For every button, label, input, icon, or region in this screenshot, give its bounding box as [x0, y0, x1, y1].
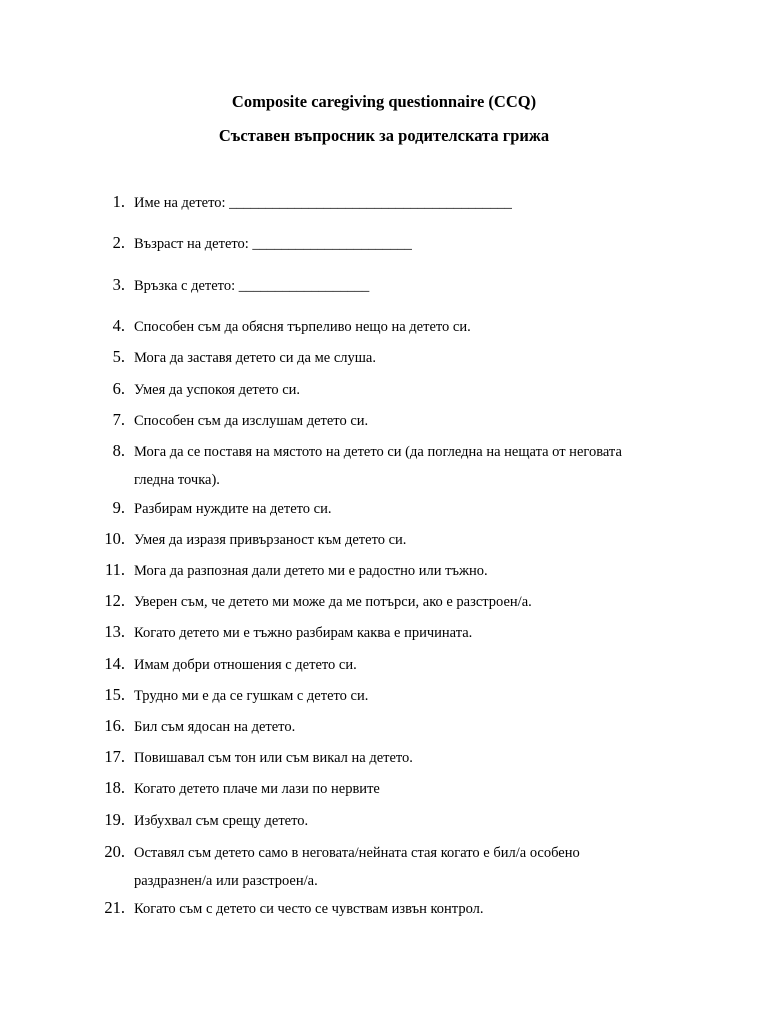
item-text: Способен съм да обясня търпеливо нещо на детето си. [134, 319, 471, 335]
document-title-bulgarian: Съставен въпросник за родителската грижа [218, 126, 550, 145]
item-number: 14. [104, 654, 125, 673]
item-number: 11. [104, 560, 125, 579]
item-number: 12. [104, 591, 125, 610]
item-text: Избухвал съм срещу детето. [134, 813, 309, 829]
item-number: 1. [112, 192, 125, 211]
item-text: Мога да се поставя на мястото на детето си (да погледна на нещата от неговата гледна точка). [134, 444, 622, 488]
item-text: Имам добри отношения с детето си. [134, 657, 357, 673]
item-text: Мога да заставя детето си да ме слуша. [134, 350, 376, 366]
item-number: 4. [112, 316, 125, 335]
document-title-english: Composite caregiving questionnaire (CCQ) [231, 92, 537, 111]
item-number: 19. [104, 810, 125, 829]
item-text: Способен съм да изслушам детето си. [134, 413, 369, 429]
item-text: Когато детето плаче ми лази по нервите [134, 781, 380, 797]
item-number: 18. [104, 778, 125, 797]
item-text: Оставял съм детето само в неговата/нейната стая когато е бил/а особено раздразнен/а или разстроен/а. [134, 845, 580, 889]
item-number: 7. [112, 410, 125, 429]
item-text: Уверен съм, че детето ми може да ме потърси, ако е разстроен/а. [134, 594, 532, 610]
item-text: Бил съм ядосан на детето. [134, 719, 296, 735]
item-number: 13. [104, 622, 125, 641]
item-text: Трудно ми е да се гушкам с детето си. [134, 688, 369, 704]
item-number: 17. [104, 747, 125, 766]
item-text: Разбирам нуждите на детето си. [134, 501, 332, 517]
item-text: Когато съм с детето си често се чувствам извън контрол. [134, 901, 484, 917]
item-text: Мога да разпозная дали детето ми е радостно или тъжно. [134, 563, 488, 579]
item-number: 20. [104, 842, 125, 861]
item-number: 8. [112, 441, 125, 460]
item-number: 5. [112, 347, 125, 366]
item-text: Повишавал съм тон или съм викал на детето. [134, 750, 413, 766]
item-text: Възраст на детето: ______________________ [134, 236, 412, 252]
item-text: Когато детето ми е тъжно разбирам каква е причината. [134, 625, 473, 641]
item-text: Име на детето: _______________________________________ [134, 195, 512, 211]
item-number: 3. [112, 275, 125, 294]
item-number: 21. [104, 898, 125, 917]
item-number: 15. [104, 685, 125, 704]
item-number: 2. [112, 233, 125, 252]
item-text: Връзка с детето: __________________ [134, 278, 370, 294]
item-text: Умея да изразя привързаност към детето си. [134, 532, 407, 548]
item-number: 16. [104, 716, 125, 735]
item-text: Умея да успокоя детето си. [134, 382, 301, 398]
item-number: 10. [104, 529, 125, 548]
item-number: 9. [112, 498, 125, 517]
item-number: 6. [112, 379, 125, 398]
